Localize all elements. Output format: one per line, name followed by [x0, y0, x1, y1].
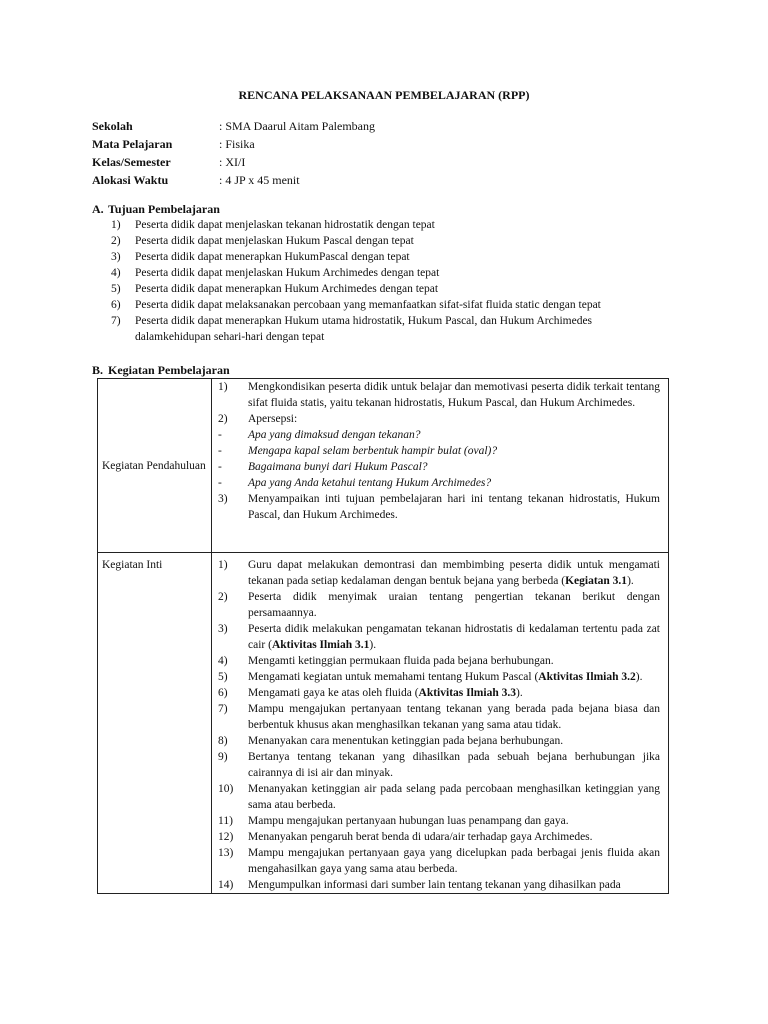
item-text	[248, 589, 660, 621]
item-number: -	[218, 445, 222, 457]
activity-item	[218, 475, 660, 491]
info-row	[92, 172, 375, 190]
inti-label: Kegiatan Inti	[102, 559, 163, 571]
item-text	[248, 475, 660, 491]
tujuan-list	[92, 217, 692, 345]
item-text	[248, 845, 660, 877]
item-number	[92, 329, 131, 345]
item-number: 1)	[218, 381, 228, 393]
item-text: dalamkehidupan sehari-hari dengan tepat	[135, 331, 325, 343]
activity-item	[218, 733, 660, 749]
item-text: Peserta didik dapat menjelaskan tekanan hidrostatik dengan tepat	[135, 219, 435, 231]
item-number: 1)	[218, 559, 228, 571]
page-title: RENCANA PELAKSANAAN PEMBELAJARAN (RPP)	[238, 88, 530, 102]
item-text-part: Guru dapat melakukan demontrasi dan membimbing peserta didik untuk mengamati tekanan pada setiap kedalaman dengan bentuk bejana yang berbeda (	[248, 559, 660, 587]
item-text-part: Apersepsi:	[248, 413, 298, 425]
section-title: Tujuan Pembelajaran	[108, 202, 220, 216]
section-title: Kegiatan Pembelajaran	[108, 363, 230, 377]
item-number: 13)	[218, 847, 234, 859]
item-number: 4)	[111, 267, 121, 279]
item-number: 2)	[111, 235, 121, 247]
item-text-part: Peserta didik menyimak uraian tentang pengertian tekanan berikut dengan persamaannya.	[248, 591, 660, 619]
item-text	[248, 781, 660, 813]
item-text: Peserta didik dapat menerapkan Hukum utama hidrostatik, Hukum Pascal, dan Hukum Archimedes	[135, 315, 593, 327]
item-text-part: Menyampaikan inti tujuan pembelajaran hari ini tentang tekanan hidrostatis, Hukum Pascal, dan Hukum Archimedes.	[248, 493, 660, 521]
item-text-after: ).	[635, 671, 643, 683]
item-number: -	[218, 429, 222, 441]
activity-item	[218, 813, 660, 829]
activity-item	[218, 669, 660, 685]
activity-item	[218, 379, 660, 411]
item-text	[248, 877, 660, 893]
item-number: 8)	[218, 735, 228, 747]
item-text	[248, 443, 660, 459]
item-text: Peserta didik dapat melaksanakan percobaan yang memanfaatkan sifat-sifat fluida static dengan tepat	[135, 299, 601, 311]
item-text	[248, 669, 660, 685]
item-text	[248, 459, 660, 475]
item-number: 1)	[111, 219, 121, 231]
activity-item	[218, 589, 660, 621]
section-kegiatan-heading	[92, 362, 230, 378]
list-item	[92, 217, 692, 233]
section-letter: B.	[92, 363, 104, 377]
item-number: 11)	[218, 815, 233, 827]
item-text	[248, 379, 660, 411]
pendahuluan-cell	[212, 379, 669, 553]
section-heading	[92, 201, 692, 217]
item-number: 6)	[218, 687, 228, 699]
activity-item	[218, 829, 660, 845]
info-row	[92, 154, 375, 172]
info-label: Alokasi Waktu	[92, 173, 169, 187]
table-row	[98, 553, 669, 894]
item-text-part: Mengumpulkan informasi dari sumber lain tentang tekanan yang dihasilkan pada	[248, 879, 621, 891]
section-letter: A.	[92, 202, 104, 216]
item-text-part: Bagaimana bunyi dari Hukum Pascal?	[248, 461, 428, 473]
item-number: -	[218, 477, 222, 489]
activity-item	[218, 685, 660, 701]
item-text-part: Bertanya tentang tekanan yang dihasilkan pada sebuah bejana berhubungan jika cairannya di isi air dan minyak.	[248, 751, 660, 779]
item-text	[248, 621, 660, 653]
item-number: 3)	[218, 493, 228, 505]
item-number: 5)	[111, 283, 121, 295]
item-text-part: Mampu mengajukan pertanyaan tentang tekanan yang berada pada bejana biasa dan berbentuk khusus akan menghasilkan tekanan yang sama atau tidak.	[248, 703, 660, 731]
info-value: : SMA Daarul Aitam Palembang	[219, 119, 375, 133]
activity-item	[218, 459, 660, 475]
list-item	[92, 313, 692, 329]
item-text: Peserta didik dapat menjelaskan Hukum Pascal dengan tepat	[135, 235, 414, 247]
item-text	[248, 411, 660, 427]
item-text-after: ).	[627, 575, 634, 587]
list-item	[92, 281, 692, 297]
item-text	[248, 733, 660, 749]
item-text-part: Menanyakan ketinggian air pada selang pada percobaan menghasilkan ketinggian yang sama atau berbeda.	[248, 783, 660, 811]
info-value: : Fisika	[219, 137, 255, 151]
item-number: -	[218, 461, 222, 473]
activity-item	[218, 557, 660, 589]
item-text	[248, 491, 660, 523]
info-row	[92, 118, 375, 136]
item-bold-ref: Aktivitas Ilmiah 3.2	[538, 671, 636, 683]
list-item	[92, 249, 692, 265]
info-value: : XI/I	[219, 155, 246, 169]
activity-item	[218, 621, 660, 653]
item-bold-ref: Aktivitas Ilmiah 3.1	[271, 639, 370, 651]
item-bold-ref: Aktivitas Ilmiah 3.3	[418, 687, 516, 699]
item-text	[248, 427, 660, 443]
pendahuluan-label: Kegiatan Pendahuluan	[102, 459, 206, 472]
item-text-part: Mengamti ketinggian permukaan fluida pada bejana berhubungan.	[248, 655, 554, 667]
item-number: 2)	[218, 413, 228, 425]
item-text-part: Mengamati kegiatan untuk memahami tentang Hukum Pascal (	[248, 671, 539, 683]
item-text-part: Apa yang Anda ketahui tentang Hukum Archimedes?	[248, 477, 492, 489]
item-number: 12)	[218, 831, 234, 843]
activity-item	[218, 411, 660, 427]
activity-item	[218, 781, 660, 813]
activity-item	[218, 701, 660, 733]
item-number: 2)	[218, 591, 228, 603]
activity-item	[218, 491, 660, 523]
activity-item	[218, 653, 660, 669]
info-label: Sekolah	[92, 119, 133, 133]
item-text-part: Menanyakan pengaruh berat benda di udara/air terhadap gaya Archimedes.	[248, 831, 593, 843]
item-text-part: Peserta didik melakukan pengamatan tekanan hidrostatis di kedalaman tertentu pada zat cair (	[248, 623, 660, 651]
list-item	[92, 233, 692, 249]
activity-item	[218, 877, 660, 893]
item-text	[248, 685, 660, 701]
pendahuluan-label-cell	[98, 379, 212, 553]
item-text	[248, 749, 660, 781]
item-text-part: Menanyakan cara menentukan ketinggian pada bejana berhubungan.	[248, 735, 564, 747]
item-number: 9)	[218, 751, 228, 763]
item-number: 6)	[111, 299, 121, 311]
item-text-after: ).	[515, 687, 523, 699]
item-text-part: Apa yang dimaksud dengan tekanan?	[248, 429, 421, 441]
item-number: 5)	[218, 671, 228, 683]
info-label: Kelas/Semester	[92, 155, 171, 169]
inti-label-cell	[98, 553, 212, 894]
item-number: 4)	[218, 655, 228, 667]
activity-item	[218, 845, 660, 877]
item-number: 3)	[111, 251, 121, 263]
item-number: 3)	[218, 623, 228, 635]
activity-item	[218, 443, 660, 459]
item-text	[248, 829, 660, 845]
activity-item	[218, 427, 660, 443]
inti-cell	[212, 553, 669, 894]
item-text	[248, 653, 660, 669]
item-text-part: Mampu mengajukan pertanyaan gaya yang dicelupkan pada berbagai jenis fluida akan mengahasilkan gaya yang sama atau berbeda.	[248, 847, 660, 875]
list-item	[92, 297, 692, 313]
item-text-part: Mampu mengajukan pertanyaan hubungan luas penampang dan gaya.	[248, 815, 569, 827]
item-text	[248, 813, 660, 829]
item-text-after: ).	[369, 639, 377, 651]
list-item	[92, 265, 692, 281]
item-text-part: Mengkondisikan peserta didik untuk belajar dan memotivasi peserta didik terkait tentang sifat fluida statis, yaitu tekanan hidrostatis, Hukum Pascal, dan Hukum Archimedes.	[248, 381, 660, 409]
item-number: 7)	[111, 315, 121, 327]
item-text: Peserta didik dapat menerapkan HukumPascal dengan tepat	[135, 251, 410, 263]
info-label: Mata Pelajaran	[92, 137, 173, 151]
item-number: 10)	[218, 783, 234, 795]
info-value: : 4 JP x 45 menit	[219, 173, 300, 187]
item-text	[248, 557, 660, 589]
item-text: Peserta didik dapat menerapkan Hukum Archimedes dengan tepat	[135, 283, 439, 295]
item-number: 7)	[218, 703, 228, 715]
item-text-part: Mengamati gaya ke atas oleh fluida (	[248, 687, 419, 699]
item-bold-ref: Kegiatan 3.1	[565, 575, 628, 587]
activity-item	[218, 749, 660, 781]
item-text: Peserta didik dapat menjelaskan Hukum Archimedes dengan tepat	[135, 267, 440, 279]
kegiatan-table	[97, 378, 669, 894]
list-item	[92, 329, 692, 345]
section-tujuan	[92, 201, 692, 345]
item-text-part: Mengapa kapal selam berbentuk hampir bulat (oval)?	[248, 445, 498, 457]
info-block	[92, 118, 375, 190]
item-number: 14)	[218, 879, 234, 891]
table-row	[98, 379, 669, 553]
info-row	[92, 136, 375, 154]
item-text	[248, 701, 660, 733]
